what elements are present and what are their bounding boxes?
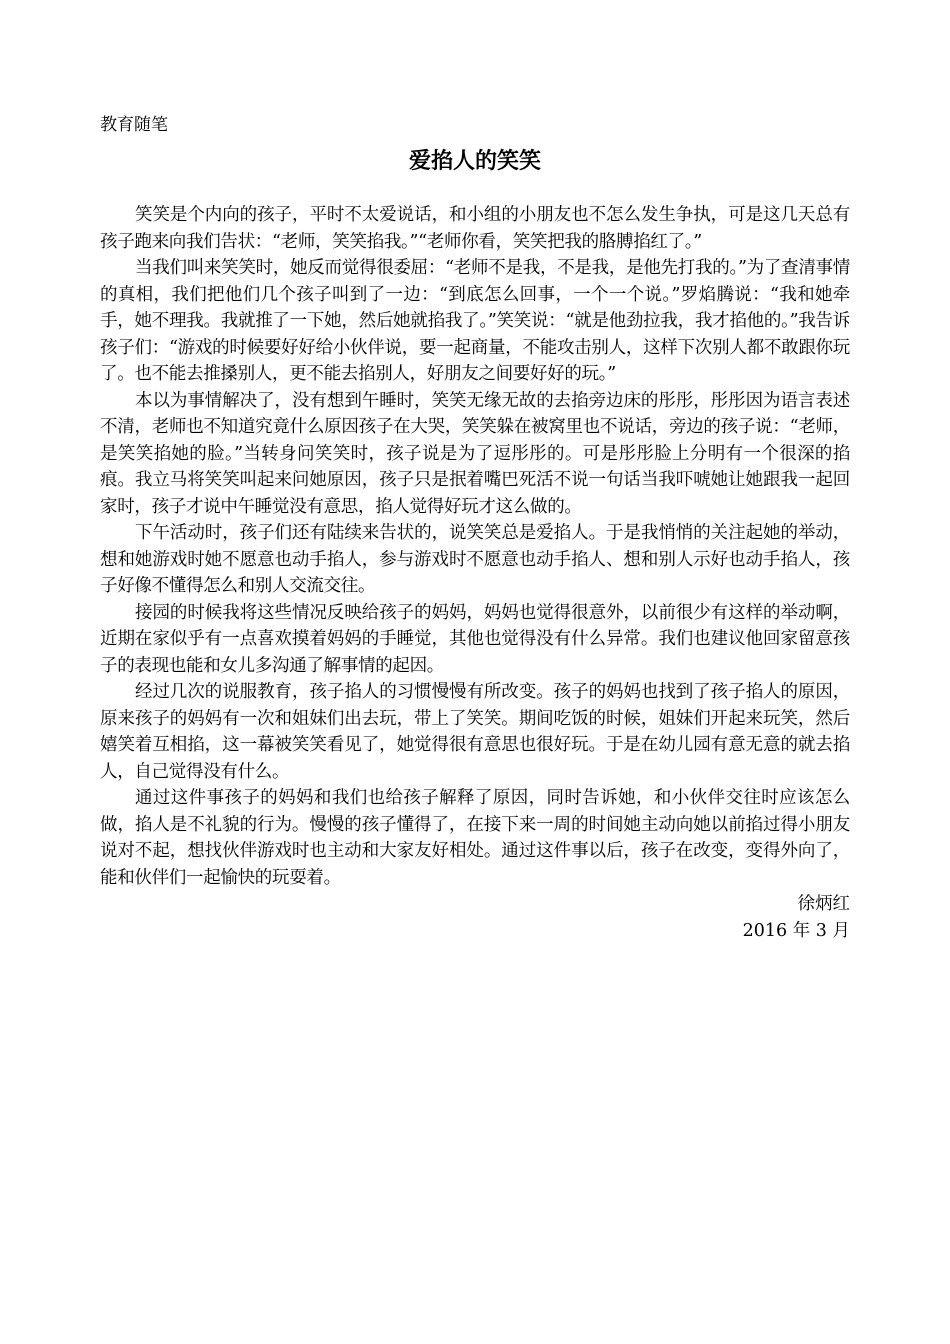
paragraph: 本以为事情解决了，没有想到午睡时，笑笑无缘无故的去掐旁边床的彤彤，彤彤因为语言表述不清，老师也不知道究竟什么原因孩子在大哭，笑笑躲在被窝里也不说话，旁边的孩子说：“老师，是笑笑掐她的脸。”当转身问笑笑时，孩子说是为了逗彤彤的。可是彤彤脸上分明有一个很深的掐痕。我立马将笑笑叫起来问她原因，孩子只是抿着嘴巴死活不说一句话当我吓唬她让她跟我一起回家时，孩子才说中午睡觉没有意思，掐人觉得好玩才这么做的。	[100, 390, 850, 517]
paragraph: 笑笑是个内向的孩子，平时不太爱说话，和小组的小朋友也不怎么发生争执，可是这几天总有孩子跑来向我们告状：“老师，笑笑掐我。”“老师你看，笑笑把我的胳膊掐红了。”	[100, 205, 850, 252]
paragraph: 通过这件事孩子的妈妈和我们也给孩子解释了原因，同时告诉她，和小伙伴交往时应该怎么做，掐人是不礼貌的行为。慢慢的孩子懂得了，在接下来一周的时间她主动向她以前掐过得小朋友说对不起，想找伙伴游戏时也主动和大家友好相处。通过这件事以后，孩子在改变，变得外向了，能和伙伴们一起愉快的玩耍着。	[100, 788, 850, 888]
paragraph: 当我们叫来笑笑时，她反而觉得很委屈：“老师不是我，不是我，是他先打我的。”为了查清事情的真相，我们把他们几个孩子叫到了一边：“到底怎么回事，一个一个说。”罗焰腾说：“我和她牵手，她不理我。我就推了一下她，然后她就掐我了。”笑笑说：“就是他劲拉我，我才掐他的。”我告诉孩子们：“游戏的时候要好好给小伙伴说，要一起商量，不能攻击别人，这样下次别人都不敢跟你玩了。也不能去推搡别人，更不能去掐别人，好朋友之间要好好的玩。”	[100, 258, 850, 384]
document-page	[100, 112, 850, 944]
author-signature: 徐炳红	[797, 894, 850, 914]
paragraph: 经过几次的说服教育，孩子掐人的习惯慢慢有所改变。孩子的妈妈也找到了孩子掐人的原因，原来孩子的妈妈有一次和姐妹们出去玩，带上了笑笑。期间吃饭的时候，姐妹们开起来玩笑，然后嬉笑着互相掐，这一幕被笑笑看见了，她觉得很有意思也很好玩。于是在幼儿园有意无意的就去掐人，自己觉得没有什么。	[100, 682, 850, 782]
document-title: 爱掐人的笑笑	[408, 149, 541, 174]
document-date: 2016 年 3 月	[742, 920, 850, 941]
paragraph: 接园的时候我将这些情况反映给孩子的妈妈，妈妈也觉得很意外，以前很少有这样的举动啊，近期在家似乎有一点喜欢摸着妈妈的手睡觉，其他也觉得没有什么异常。我们也建议他回家留意孩子的表现也能和女儿多沟通了解事情的起因。	[100, 602, 850, 676]
document-category: 教育随笔	[100, 115, 168, 135]
paragraph: 下午活动时，孩子们还有陆续来告状的，说笑笑总是爱掐人。于是我悄悄的关注起她的举动，想和她游戏时她不愿意也动手掐人，参与游戏时不愿意也动手掐人、想和别人示好也动手掐人，孩子好像不懂得怎么和别人交流交往。	[100, 523, 850, 596]
document-body	[100, 202, 850, 891]
